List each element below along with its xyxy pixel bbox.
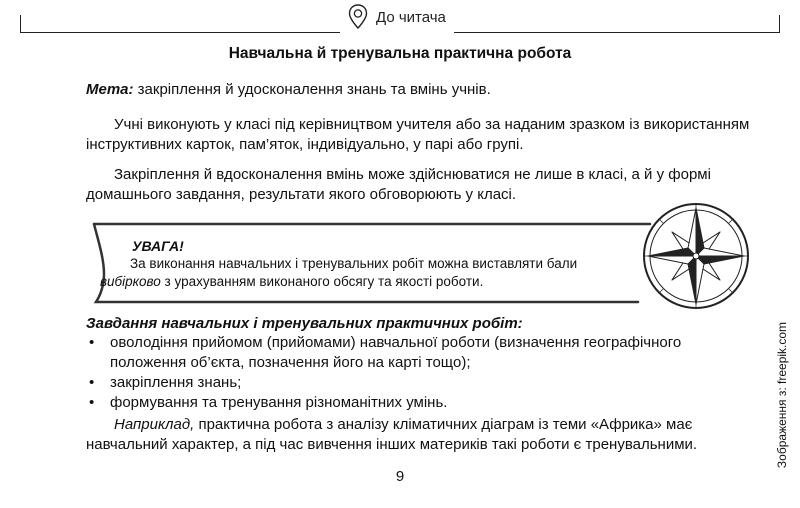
- page-number: 9: [395, 468, 405, 485]
- goal-label: Мета:: [86, 81, 134, 98]
- paragraph-2: Закріплення й вдосконалення вмінь може здійснюватися не лише в класі, а й у формі домашнього завдання, результати якого обговорюють у класі.: [86, 166, 711, 203]
- example-lead: Наприклад,: [114, 416, 195, 433]
- header-rule-left-tick: [20, 15, 21, 32]
- example-paragraph: [86, 415, 752, 455]
- list-item: • закріплення знань;: [86, 373, 752, 393]
- paragraph-1: Учні виконують у класі під керівництвом учителя або за наданим зразком із використанням інструктивних карток, пам’яток, індивідуально, у парі або групі.: [86, 116, 750, 153]
- list-item: • формування та тренування різноманітних умінь.: [86, 393, 752, 413]
- list-item: • оволодіння прийомом (прийомами) навчальної роботи (визначення географічного положення об’єкта, позначення його на карті тощо);: [86, 333, 752, 373]
- warning-text-part: За виконання навчальних і тренувальних робіт можна виставляти бали: [130, 256, 578, 271]
- side-credit: Зображення з: freepik.com: [775, 321, 789, 469]
- goal-paragraph: [86, 80, 752, 100]
- header-label: До читача: [376, 8, 446, 26]
- tasks-list: [86, 333, 752, 413]
- tasks-title: Завдання навчальних і тренувальних практичних робіт:: [86, 315, 523, 332]
- warning-text: [100, 255, 640, 291]
- header-rule-right-tick: [779, 15, 780, 32]
- section-header: [340, 0, 454, 34]
- map-pin-icon: [348, 4, 368, 30]
- warning-text-emphasis: вибірково: [100, 274, 161, 289]
- example-text: практична робота з аналізу кліматичних діаграм із теми «Африка» має навчальний характер, а під час вивчення інших материків такі роботи є тренувальними.: [86, 416, 698, 453]
- warning-text-part: з урахуванням виконаного обсягу та якості роботи.: [160, 274, 484, 289]
- compass-rose-icon: [640, 200, 752, 312]
- goal-text: закріплення й удосконалення знань та вмінь учнів.: [133, 81, 491, 98]
- warning-title: УВАГА!: [132, 238, 184, 254]
- page-title: Навчальна й тренувальна практична робота: [228, 45, 572, 62]
